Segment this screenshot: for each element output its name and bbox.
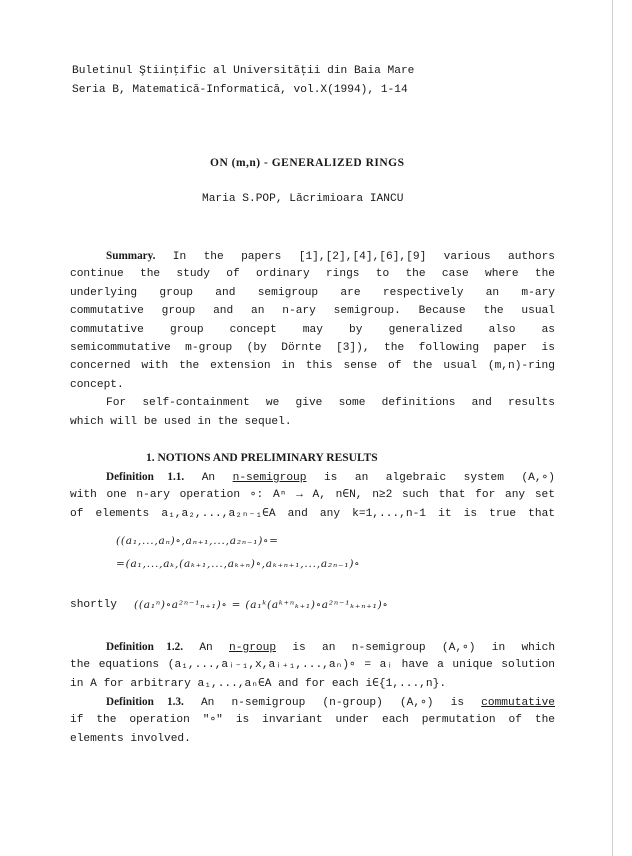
summary-line-1: Summary. In the papers [1],[2],[4],[6],[9] various authors	[106, 250, 556, 263]
journal-line-2: Seria B, Matematică-Informatică, vol.X(1994), 1-14	[72, 84, 408, 96]
intro-line-2: which will be used in the sequel.	[70, 416, 292, 428]
def12-line-3: in A for arbitrary a₁,...,aₙ∈A and for each i∈{1,...,n}.	[70, 678, 447, 690]
equation-2: =(a₁,...,aₖ,(aₖ₊₁,...,aₖ₊ₙ)∘,aₖ₊ₙ₊₁,...,a₂ₙ₋₁)∘	[116, 558, 361, 570]
summary-line-8: concept.	[70, 379, 124, 391]
equation-1: ((a₁,...,aₙ)∘,aₙ₊₁,...,a₂ₙ₋₁)∘=	[116, 535, 279, 547]
term-n-semigroup: n-semigroup	[232, 472, 307, 484]
section-heading: 1. NOTIONS AND PRELIMINARY RESULTS	[146, 452, 378, 464]
def12-label: Definition 1.2.	[106, 641, 184, 653]
def13-label: Definition 1.3.	[106, 696, 184, 708]
def13-line-3: elements involved.	[70, 733, 191, 745]
paper-title: ON (m,n) - GENERALIZED RINGS	[210, 157, 405, 169]
equation-3: ((a₁ⁿ)∘a²ⁿ⁻¹ₙ₊₁)∘ = (a₁ᵏ(aᵏ⁺ⁿₖ₊₁)∘a²ⁿ⁻¹ₖ₊ₙ₊₁)∘	[134, 599, 389, 611]
page-edge-line	[612, 0, 613, 856]
summary-line-4: commutative group and an n-ary semigroup. Because the usual	[70, 305, 555, 317]
summary-line-7: concerned with the extension in this sense of the usual (m,n)-ring	[70, 360, 555, 372]
term-commutative: commutative	[481, 697, 556, 709]
def11-line-2: with one n-ary operation ∘: Aⁿ → A, n∈N, n≥2 such that for any set	[70, 489, 555, 501]
def12-line-1: Definition 1.2. An n-group is an n-semigroup (A,∘) in which	[106, 641, 556, 654]
term-n-group: n-group	[229, 642, 277, 654]
def11-label: Definition 1.1.	[106, 471, 185, 483]
journal-line-1: Buletinul Ştiinţific al Universităţii din Baia Mare	[72, 65, 415, 77]
shortly-label: shortly	[70, 599, 117, 611]
def13-line-2: if the operation "∘" is invariant under each permutation of the	[70, 714, 555, 726]
intro-line-1: For self-containment we give some definitions and results	[106, 397, 555, 409]
summary-label: Summary.	[106, 250, 156, 262]
def11-line-1: Definition 1.1. An n-semigroup is an algebraic system (A,∘)	[106, 471, 556, 484]
summary-line-5: commutative group concept may by generalized also as	[70, 324, 555, 336]
summary-line-3: underlying group and semigroup are respectively an m-ary	[70, 287, 555, 299]
def12-line-2: the equations (a₁,...,aᵢ₋₁,x,aᵢ₊₁,...,aₙ)∘ = aᵢ have a unique solution	[70, 659, 555, 671]
def11-line-3: of elements a₁,a₂,...,a₂ₙ₋₁∈A and any k=1,...,n-1 it is true that	[70, 508, 555, 520]
def13-line-1: Definition 1.3. An n-semigroup (n-group) (A,∘) is commutative	[106, 696, 556, 709]
summary-line-2: continue the study of ordinary rings to the case where the	[70, 268, 555, 280]
paper-authors: Maria S.POP, Lăcrimioara IANCU	[202, 193, 404, 205]
summary-line-6: semicommutative m-group (by Dörnte [3]), the following paper is	[70, 342, 555, 354]
